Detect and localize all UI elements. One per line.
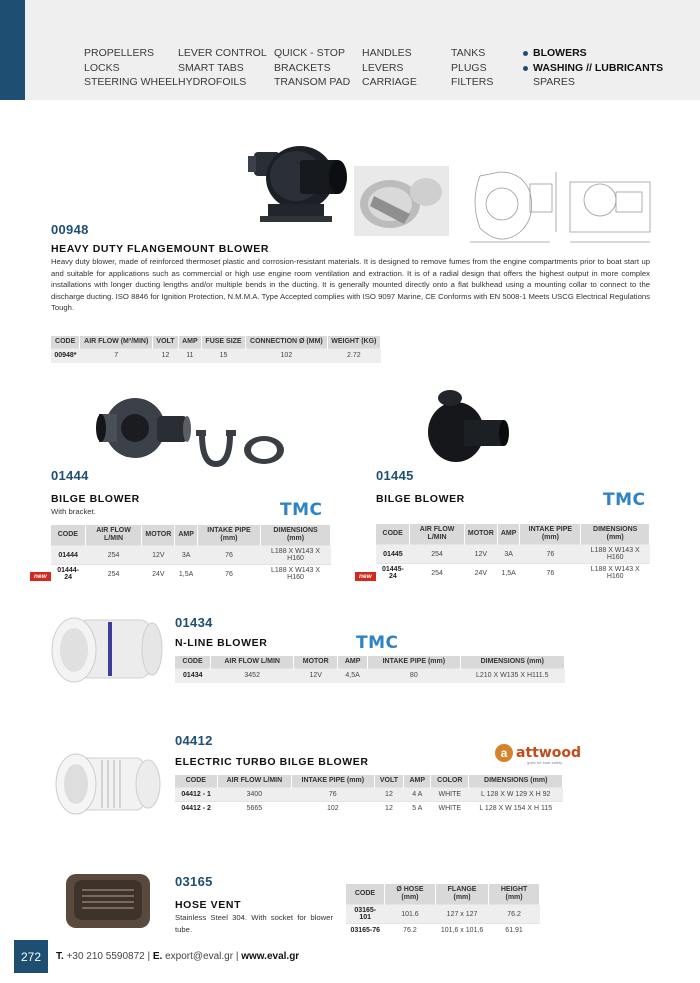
col-header: AMP (178, 336, 201, 349)
cell: WHITE (431, 802, 469, 816)
col-header: AMP (404, 775, 431, 788)
col-header: VOLT (153, 336, 179, 349)
cell: WHITE (431, 788, 469, 802)
cell: 12 (153, 349, 179, 363)
cell: 61.91 (489, 924, 540, 938)
cell: 5665 (217, 802, 291, 816)
product-title-00948: HEAVY DUTY FLANGEMOUNT BLOWER (51, 243, 270, 255)
cell: 12V (464, 545, 497, 564)
cell: 76 (197, 565, 260, 584)
cell: 3452 (211, 669, 294, 683)
turbo-bilge-blower-image (52, 738, 167, 828)
nav-link-brackets[interactable]: BRACKETS (274, 61, 331, 74)
cell: 7 (80, 349, 153, 363)
col-header: INTAKE PIPE (mm) (520, 524, 581, 545)
cell: 12V (294, 669, 338, 683)
product-title-01434: N-LINE BLOWER (175, 637, 268, 649)
phone-number[interactable]: +30 210 5590872 | (66, 951, 151, 962)
product-code-01434: 01434 (175, 615, 213, 630)
cell: 24V (142, 565, 175, 584)
col-header: INTAKE PIPE (mm) (368, 656, 460, 669)
col-header: DIMENSIONS (mm) (581, 524, 650, 545)
col-header: Ø HOSE (mm) (384, 884, 435, 905)
cell: 76 (197, 546, 260, 565)
nav-column-4 (362, 46, 417, 90)
nav-column-6 (533, 46, 663, 90)
table-row (51, 565, 331, 584)
spec-table-00948 (51, 336, 381, 363)
col-header: AMP (338, 656, 368, 669)
spec-table-03165 (346, 884, 540, 938)
product-code-01444: 01444 (51, 468, 89, 483)
cell: 1,5A (497, 564, 520, 583)
flangemount-blower-image (240, 130, 350, 230)
cell: 12 (374, 802, 404, 816)
nav-link-handles[interactable]: HANDLES (362, 47, 412, 59)
table-row (175, 802, 563, 816)
cell: 01445 (376, 545, 410, 564)
cell: 76 (292, 788, 374, 802)
cell: 4,5A (338, 669, 368, 683)
col-header: AIR FLOW L/MIN (85, 525, 142, 546)
cell: 24V (464, 564, 497, 583)
spec-table-01434 (175, 656, 565, 683)
attwood-wordmark: attwood (516, 745, 582, 761)
cell: 254 (410, 545, 465, 564)
nav-link-smart-tabs[interactable]: SMART TABS (178, 61, 244, 74)
bilge-blower-01445-image (420, 388, 510, 470)
product-code-00948: 00948 (51, 222, 89, 237)
cell: 76 (520, 545, 581, 564)
nav-link-levers[interactable]: LEVERS (362, 61, 404, 74)
cell: 00948* (51, 349, 80, 363)
col-header: MOTOR (294, 656, 338, 669)
spec-table-04412 (175, 775, 563, 816)
col-header: DIMENSIONS (mm) (460, 656, 564, 669)
col-header: CODE (51, 336, 80, 349)
cell: 11 (178, 349, 201, 363)
cell: L 128 X W 154 X H 115 (469, 802, 563, 816)
mounting-collar-image (354, 166, 449, 236)
cell: 01444-24 (51, 565, 85, 584)
cell: 3400 (217, 788, 291, 802)
cell: 3A (175, 546, 198, 565)
nav-link-plugs[interactable]: PLUGS (451, 61, 487, 74)
nav-link-blowers[interactable]: BLOWERS (533, 46, 663, 61)
product-title-04412: ELECTRIC TURBO BILGE BLOWER (175, 756, 369, 768)
cell: 12 (374, 788, 404, 802)
cell: L210 X W135 X H111.5 (460, 669, 564, 683)
table-row (346, 905, 540, 924)
col-header: CODE (175, 656, 211, 669)
cell: 03165-101 (346, 905, 384, 924)
cell: L188 X W143 X H160 (581, 564, 650, 583)
mounting-flange-image (242, 432, 286, 468)
header-accent-bar (0, 0, 25, 100)
col-header: AMP (175, 525, 198, 546)
tmc-logo-01444: TMC (280, 500, 323, 520)
col-header: CODE (51, 525, 85, 546)
cell: 01445-24 (376, 564, 410, 583)
nav-link-spares[interactable]: SPARES (533, 76, 575, 88)
phone-label: T. (56, 951, 64, 962)
col-header: MOTOR (464, 524, 497, 545)
cell: 3A (497, 545, 520, 564)
footer-contact (56, 951, 299, 962)
table-row (51, 546, 331, 565)
col-header: AIR FLOW L/MIN (211, 656, 294, 669)
attwood-emblem-icon: a (495, 744, 513, 762)
cell: 101,6 x 101,6 (435, 924, 488, 938)
n-line-blower-image (48, 604, 166, 692)
col-header: COLOR (431, 775, 469, 788)
col-header: DIMENSIONS (mm) (469, 775, 563, 788)
col-header: FUSE SIZE (201, 336, 245, 349)
website-link[interactable]: www.eval.gr (241, 951, 300, 962)
nav-link-lever-control[interactable]: LEVER CONTROL (178, 47, 267, 59)
product-subtitle-01444: With bracket. (51, 507, 96, 516)
cell: 04412 - 1 (175, 788, 217, 802)
cell: 254 (85, 546, 142, 565)
bilge-blower-01444-image (95, 386, 205, 466)
cell: 12V (142, 546, 175, 565)
cell: 254 (410, 564, 465, 583)
table-row (175, 788, 563, 802)
col-header: DIMENSIONS (mm) (261, 525, 331, 546)
cell: 76.2 (489, 905, 540, 924)
cell: 127 x 127 (435, 905, 488, 924)
nav-link-steering-wheel[interactable]: STEERING WHEEL (84, 76, 178, 88)
product-code-01445: 01445 (376, 468, 414, 483)
attwood-logo (495, 742, 581, 764)
email-label: E. (152, 951, 163, 962)
tmc-logo-01434: TMC (356, 633, 399, 653)
attwood-tagline: goes for boat safety (527, 760, 563, 765)
col-header: AMP (497, 524, 520, 545)
cell: 102 (292, 802, 374, 816)
cell: 254 (85, 565, 142, 584)
nav-column-1 (84, 46, 178, 90)
cell: L 128 X W 129 X H 92 (469, 788, 563, 802)
col-header: FLANGE (mm) (435, 884, 488, 905)
col-header: VOLT (374, 775, 404, 788)
nav-link-locks[interactable]: LOCKS (84, 61, 120, 74)
table-row (376, 564, 650, 583)
cell: L188 X W143 X H160 (581, 545, 650, 564)
cell: 80 (368, 669, 460, 683)
nav-link-quick-stop[interactable]: QUICK - STOP (274, 47, 345, 59)
product-code-04412: 04412 (175, 733, 213, 748)
email-link[interactable]: export@eval.gr | (165, 951, 239, 962)
mounting-bracket-image (196, 424, 236, 472)
col-header: MOTOR (142, 525, 175, 546)
cell: 5 A (404, 802, 431, 816)
hose-vent-image (60, 868, 160, 938)
cell: 76 (520, 564, 581, 583)
nav-column-5 (451, 46, 493, 90)
table-row (51, 349, 381, 363)
cell: 04412 - 2 (175, 802, 217, 816)
col-header: HEIGHT (mm) (489, 884, 540, 905)
table-row (346, 924, 540, 938)
col-header: WEIGHT (KG) (327, 336, 380, 349)
cell: 03165-76 (346, 924, 384, 938)
tmc-logo-01445: TMC (603, 490, 646, 510)
technical-drawing-image (460, 162, 660, 254)
product-title-01445: BILGE BLOWER (376, 493, 465, 505)
col-header: INTAKE PIPE (mm) (292, 775, 374, 788)
product-description-03165: Stainless Steel 304. With socket for blower tube. (175, 913, 333, 934)
nav-link-carriage[interactable]: CARRIAGE (362, 76, 417, 88)
nav-link-filters[interactable]: FILTERS (451, 76, 494, 88)
page-number: 272 (14, 940, 48, 973)
col-header: AIR FLOW L/MIN (410, 524, 465, 545)
col-header: CODE (175, 775, 217, 788)
col-header: CODE (346, 884, 384, 905)
nav-link-transom-pad[interactable]: TRANSOM PAD (274, 76, 351, 88)
nav-link-propellers[interactable]: PROPELLERS (84, 47, 155, 59)
col-header: CODE (376, 524, 410, 545)
cell: L188 X W143 X H160 (261, 546, 331, 565)
cell: 1,5A (175, 565, 198, 584)
table-row (175, 669, 565, 683)
product-description-00948: Heavy duty blower, made of reinforced thermoset plastic and corrosion-resistant materials. It is designed to remove fumes from the engine compartments prior to boat start up and suitable for applications such as commercial or high use engine room ventilation and extraction. It is of a radial design that offers the highest output in more complex installations with longer ducting lengths and/or multiple bends in the ducting. It is generally mounted directly onto a flat bulkhead using a mounting collar to connect to the discharge ducting. ISO 8846 for Ignition Protection, N.M.M.A. Type Accepted complies with ISO 9097 Marine, CE Conforms with EN 5008-1 Meets USCG Electrical Regulations Tough. (51, 257, 650, 313)
nav-column-3 (274, 46, 350, 90)
cell: L188 X W143 X H160 (261, 565, 331, 584)
nav-column-2 (178, 46, 267, 90)
spec-table-01445 (376, 524, 650, 582)
cell: 01434 (175, 669, 211, 683)
col-header: INTAKE PIPE (mm) (197, 525, 260, 546)
cell: 15 (201, 349, 245, 363)
nav-link-washing-lubricants[interactable]: WASHING // LUBRICANTS (533, 61, 664, 74)
cell: 101.6 (384, 905, 435, 924)
col-header: CONNECTION Ø (MM) (246, 336, 328, 349)
spec-table-01444 (51, 525, 331, 583)
cell: 102 (246, 349, 328, 363)
col-header: AIR FLOW L/MIN (217, 775, 291, 788)
product-title-03165: HOSE VENT (175, 899, 242, 911)
product-code-03165: 03165 (175, 874, 213, 889)
nav-link-hydrofoils[interactable]: HYDROFOILS (178, 76, 247, 88)
table-row (376, 545, 650, 564)
cell: 01444 (51, 546, 85, 565)
product-title-01444: BILGE BLOWER (51, 493, 140, 505)
col-header: AIR FLOW (M³/MIN) (80, 336, 153, 349)
cell: 4 A (404, 788, 431, 802)
new-badge-01444: new (30, 572, 51, 581)
cell: 2.72 (327, 349, 380, 363)
new-badge-01445: new (355, 572, 376, 581)
nav-link-tanks[interactable]: TANKS (451, 47, 486, 59)
cell: 76.2 (384, 924, 435, 938)
